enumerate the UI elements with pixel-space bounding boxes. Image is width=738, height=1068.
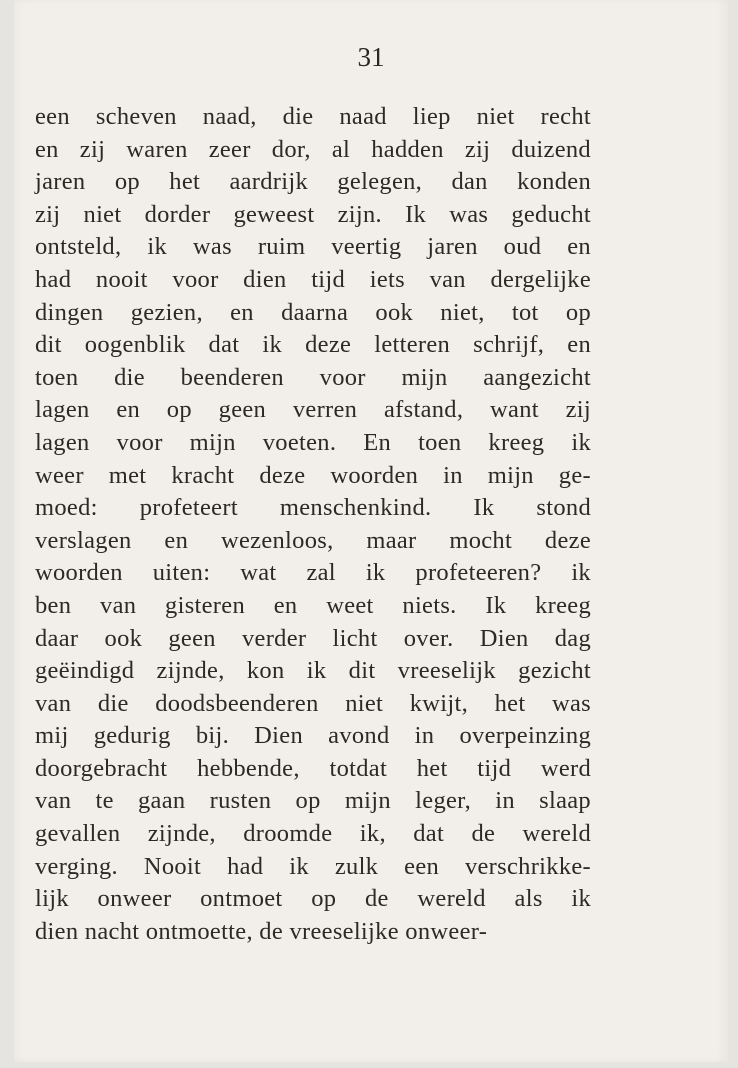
text-line: zij niet dorder geweest zijn. Ik was geducht [35, 200, 591, 228]
body-text [35, 101, 591, 948]
page-number: 31 [357, 42, 385, 72]
text-line: daar ook geen verder licht over. Dien dag [35, 624, 591, 652]
text-line: lijk onweer ontmoet op de wereld als ik [35, 885, 591, 913]
text-line: lagen en op geen verren afstand, want zij [35, 396, 591, 424]
text-line: geëindigd zijnde, kon ik dit vreeselijk gezicht [35, 657, 591, 685]
text-line: ben van gisteren en weet niets. Ik kreeg [35, 591, 591, 619]
book-page [14, 0, 728, 1062]
text-line: lagen voor mijn voeten. En toen kreeg ik [35, 428, 591, 456]
text-line: woorden uiten: wat zal ik profeteeren? ik [35, 559, 591, 587]
text-line: gevallen zijnde, droomde ik, dat de wereld [35, 820, 591, 848]
text-line: verging. Nooit had ik zulk een verschrikke- [35, 852, 591, 880]
text-line: dien nacht ontmoette, de vreeselijke onweer- [35, 917, 488, 945]
text-line: had nooit voor dien tijd iets van dergelijke [35, 265, 591, 293]
text-line: van die doodsbeenderen niet kwijt, het was [35, 689, 591, 717]
text-line: van te gaan rusten op mijn leger, in slaap [35, 787, 591, 815]
text-line: doorgebracht hebbende, totdat het tijd werd [35, 754, 591, 782]
text-line: toen die beenderen voor mijn aangezicht [35, 363, 591, 391]
text-line: mij gedurig bij. Dien avond in overpeinzing [35, 722, 591, 750]
text-line: een scheven naad, die naad liep niet recht [35, 103, 591, 130]
text-line: dit oogenblik dat ik deze letteren schrijf, en [35, 331, 591, 359]
text-line: weer met kracht deze woorden in mijn ge- [35, 461, 591, 489]
text-line: ontsteld, ik was ruim veertig jaren oud en [35, 233, 591, 261]
text-line: moed: profeteert menschenkind. Ik stond [35, 494, 591, 522]
text-line: jaren op het aardrijk gelegen, dan konden [35, 168, 591, 196]
text-line: en zij waren zeer dor, al hadden zij duizend [35, 135, 591, 163]
text-line: verslagen en wezenloos, maar mocht deze [35, 526, 591, 554]
text-line: dingen gezien, en daarna ook niet, tot op [35, 298, 591, 326]
